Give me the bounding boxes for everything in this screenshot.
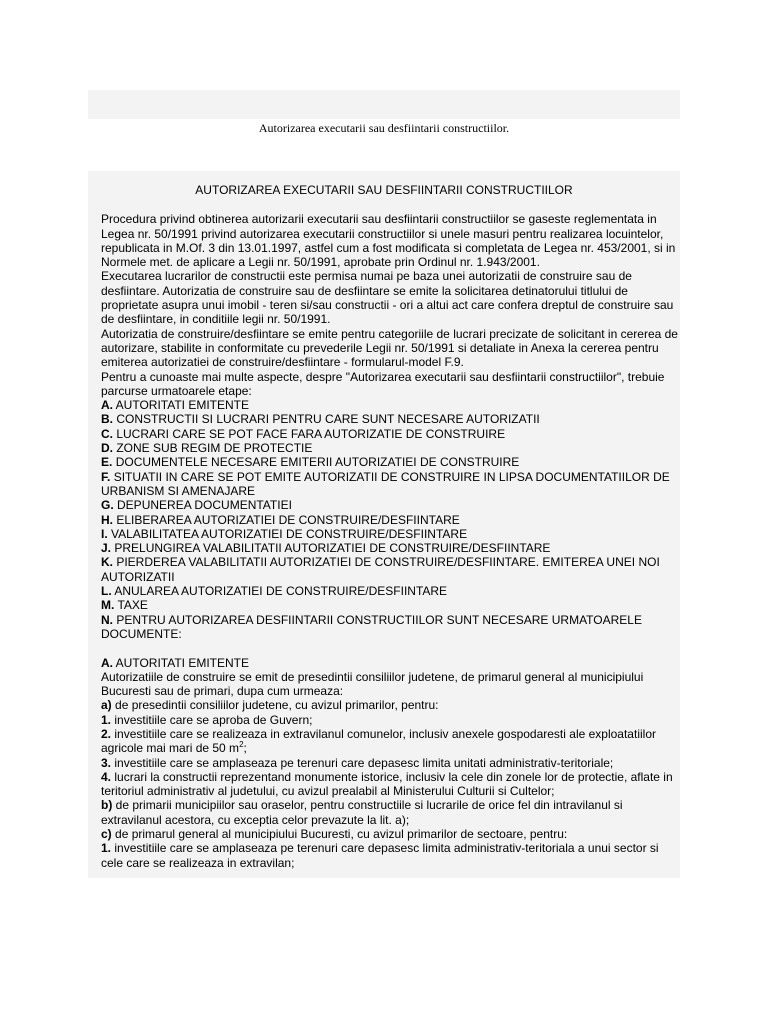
step-item	[89, 470, 679, 499]
section-a-title: AUTORITATI EMITENTE	[115, 655, 250, 670]
step-label: G.	[101, 498, 114, 513]
step-text: DOCUMENTELE NECESARE EMITERII AUTORIZATIEI DE CONSTRUIRE	[115, 455, 520, 470]
item-text: de primarul general al municipiului Bucuresti, cu avizul primarilor de sectoare, pentru:	[115, 827, 568, 842]
paragraph-execution-permit: Executarea lucrarilor de constructii este permisa numai pe baza unei autorizatii de construire sau de desfiintare. Autorizatia de construire sau de desfiintare se emite la solicitarea detinatorului titlului de proprietate asupra unui imobil - teren si/sau constructii - ori a altui act care confera dreptul de construire sau de desfiintare, in conditiile legii nr. 50/1991.	[101, 269, 674, 327]
step-label: F.	[101, 469, 111, 484]
step-item	[89, 398, 679, 412]
steps-list	[89, 398, 679, 641]
step-item	[89, 455, 679, 469]
step-text: ZONE SUB REGIM DE PROTECTIE	[116, 441, 313, 456]
item-text: investitiile care se realizeaza in extravilanul comunelor, inclusiv anexele gospodaresti ale exploatatiilor agricole mai mari de 50 m	[101, 726, 656, 756]
step-label: L.	[101, 584, 112, 599]
section-a-label: A.	[101, 655, 113, 670]
step-item	[89, 541, 679, 555]
step-text: DEPUNEREA DOCUMENTATIEI	[117, 498, 292, 513]
step-text: PIERDEREA VALABILITATII AUTORIZATIEI DE CONSTRUIRE/DESFIINTARE. EMITEREA UNEI NOI AUTORIZATII	[101, 555, 660, 584]
step-label: H.	[101, 512, 113, 527]
item-text: lucrari la constructii reprezentand monumente istorice, inclusiv la cele din zonele lor de protectie, aflate in teritoriul administrativ al judetului, cu avizul prealabil al Ministerului Culturii si Cultelor;	[101, 769, 673, 799]
step-label: B.	[101, 412, 113, 427]
step-label: K.	[101, 555, 113, 570]
item-text: investitiile care se amplaseaza pe terenuri care depasesc limita administrativ-teritoriala a unui sector si cele care se realizeaza in extravilan;	[101, 841, 659, 870]
section-a-item	[89, 827, 679, 841]
item-text: de primarii municipiilor sau oraselor, pentru constructiile si lucrarile de orice fel din intravilanul si extravilanul acestora, cu exceptia celor prevazute la lit. a);	[101, 798, 623, 827]
step-label: M.	[101, 598, 115, 613]
item-text: de presedintii consiliilor judetene, cu avizul primarilor, pentru:	[115, 698, 439, 713]
item-label: a)	[101, 698, 112, 713]
section-a-item	[89, 756, 679, 770]
paragraph-steps-intro: Pentru a cunoaste mai multe aspecte, despre "Autorizarea executarii sau desfiintarii constructiilor", trebuie parcurse urmatoarele etape:	[101, 369, 665, 398]
item-label: c)	[101, 827, 112, 842]
step-text: PRELUNGIREA VALABILITATII AUTORIZATIEI DE CONSTRUIRE/DESFIINTARE	[114, 541, 551, 556]
item-label: 2.	[101, 726, 112, 741]
document-heading: Autorizarea executarii sau desfiintarii constructiilor.	[258, 121, 510, 135]
section-a-item	[89, 727, 679, 756]
step-item	[89, 441, 679, 455]
item-text: investitiile care se aproba de Guvern;	[114, 712, 313, 727]
section-a-item	[89, 841, 679, 870]
section-a-item	[89, 698, 679, 712]
item-label: 4.	[101, 769, 112, 784]
document-title: AUTORIZAREA EXECUTARII SAU DESFIINTARII CONSTRUCTIILOR	[195, 183, 573, 197]
step-label: D.	[101, 441, 113, 456]
step-item	[89, 527, 679, 541]
paragraph-permit-categories: Autorizatia de construire/desfiintare se emite pentru categoriile de lucrari precizate de solicitant in cererea de autorizare, stabilite in conformitate cu prevederile Legii nr. 50/1991 si detaliate in Anexa la cererea pentru emiterea autorizatiei de construire/desfiintare - formularul-model F.9.	[101, 326, 678, 370]
section-a-intro: Autorizatiile de construire se emit de presedintii consiliilor judetene, de primarul general al municipiului Bucuresti sau de primari, dupa cum urmeaza:	[101, 669, 644, 699]
step-text: VALABILITATEA AUTORIZATIEI DE CONSTRUIRE/DESFIINTARE	[111, 526, 468, 541]
step-item	[89, 427, 679, 441]
step-item	[89, 613, 679, 642]
section-a-item	[89, 713, 679, 727]
item-label: 3.	[101, 755, 112, 770]
step-text: CONSTRUCTII SI LUCRARI PENTRU CARE SUNT NECESARE AUTORIZATII	[116, 412, 540, 427]
section-a-heading	[89, 656, 679, 670]
step-item	[89, 498, 679, 512]
step-text: AUTORITATI EMITENTE	[115, 398, 250, 413]
section-a-item	[89, 798, 679, 827]
step-label: I.	[101, 526, 108, 541]
step-text: SITUATII IN CARE SE POT EMITE AUTORIZATII DE CONSTRUIRE IN LIPSA DOCUMENTATIILOR DE URBANISM SI AMENAJARE	[101, 469, 670, 498]
step-text: ELIBERAREA AUTORIZATIEI DE CONSTRUIRE/DESFIINTARE	[116, 512, 460, 527]
step-text: ANULAREA AUTORIZATIEI DE CONSTRUIRE/DESFIINTARE	[114, 584, 448, 599]
step-item	[89, 584, 679, 598]
item-label: 1.	[101, 841, 112, 856]
superscript: 2	[239, 740, 244, 750]
step-text: TAXE	[117, 598, 148, 613]
step-label: J.	[101, 541, 112, 556]
step-label: N.	[101, 612, 113, 627]
header-band	[88, 90, 680, 119]
section-spacer	[89, 641, 679, 655]
item-text-tail: ;	[243, 741, 247, 756]
section-a-item	[89, 770, 679, 799]
item-text: investitiile care se amplaseaza pe terenuri care depasesc limita unitati administrativ-teritoriale;	[114, 755, 614, 770]
step-item	[89, 555, 679, 584]
item-label: b)	[101, 798, 113, 813]
step-text: LUCRARI CARE SE POT FACE FARA AUTORIZATIE DE CONSTRUIRE	[116, 426, 506, 441]
step-item	[89, 598, 679, 612]
paragraph-legal-basis: Procedura privind obtinerea autorizarii executarii sau desfiintarii constructiilor se gaseste reglementata in Legea nr. 50/1991 privind autorizarea executarii constructiilor si unele masuri pentru realizarea locuintelor, republicata in M.Of. 3 din 13.01.1997, astfel cum a fost modificata si completata de Legea nr. 453/2001, si in Normele met. de aplicare a Legii nr. 50/1991, aprobate prin Ordinul nr. 1.943/2001.	[101, 212, 676, 270]
step-label: C.	[101, 426, 113, 441]
item-label: 1.	[101, 712, 112, 727]
step-text: PENTRU AUTORIZAREA DESFIINTARII CONSTRUCTIILOR SUNT NECESARE URMATOARELE DOCUMENTE:	[101, 612, 642, 641]
step-item	[89, 513, 679, 527]
step-label: E.	[101, 455, 113, 470]
section-a	[89, 656, 679, 870]
document-body	[88, 171, 680, 878]
step-label: A.	[101, 398, 113, 413]
step-item	[89, 412, 679, 426]
